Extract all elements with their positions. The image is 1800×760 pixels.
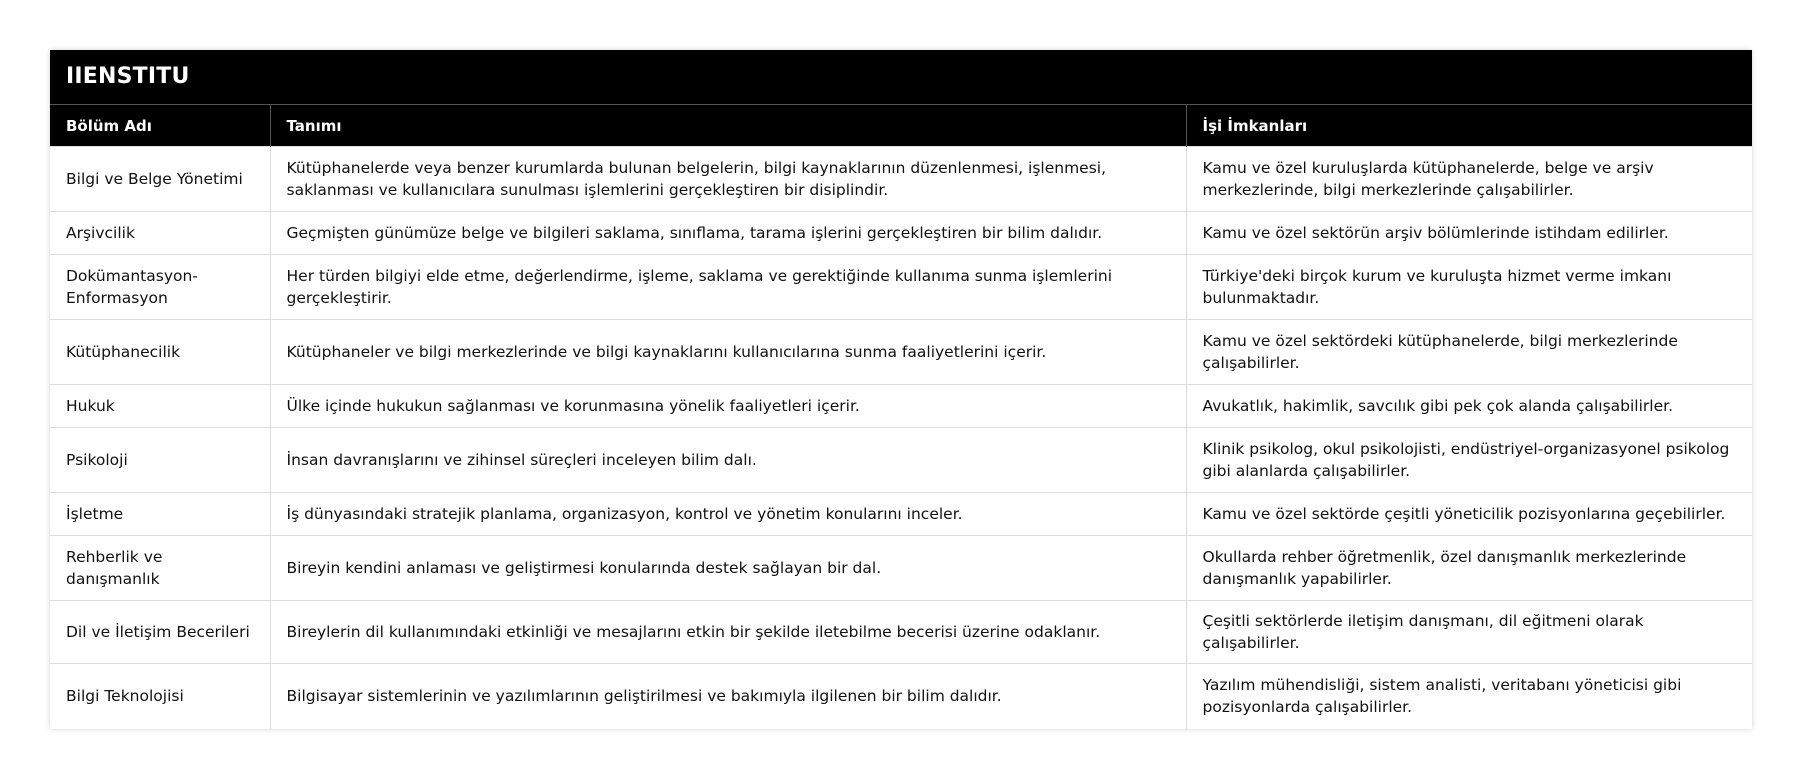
department-name: Dokümantasyon-Enformasyon <box>50 255 270 320</box>
department-name: İşletme <box>50 493 270 536</box>
department-description: Kütüphaneler ve bilgi merkezlerinde ve bilgi kaynaklarını kullanıcılarına sunma faaliyetlerini içerir. <box>270 320 1186 385</box>
departments-table <box>50 104 1752 729</box>
department-jobs: Kamu ve özel kuruluşlarda kütüphanelerde, belge ve arşiv merkezlerinde, bilgi merkezlerinde çalışabilirler. <box>1186 147 1752 212</box>
table-row <box>50 536 1752 601</box>
table-row <box>50 428 1752 493</box>
department-jobs: Yazılım mühendisliği, sistem analisti, veritabanı yöneticisi gibi pozisyonlarda çalışabilirler. <box>1186 664 1752 729</box>
table-row <box>50 212 1752 255</box>
department-name: Rehberlik ve danışmanlık <box>50 536 270 601</box>
table-row <box>50 664 1752 729</box>
department-name: Kütüphanecilik <box>50 320 270 385</box>
table-row <box>50 147 1752 212</box>
column-header-description: Tanımı <box>270 105 1186 147</box>
department-name: Hukuk <box>50 385 270 428</box>
table-row <box>50 493 1752 536</box>
department-name: Bilgi Teknolojisi <box>50 664 270 729</box>
department-description: Ülke içinde hukukun sağlanması ve korunmasına yönelik faaliyetleri içerir. <box>270 385 1186 428</box>
department-description: Bireyin kendini anlaması ve geliştirmesi konularında destek sağlayan bir dal. <box>270 536 1186 601</box>
department-description: Bilgisayar sistemlerinin ve yazılımlarının geliştirilmesi ve bakımıyla ilgilenen bir bilim dalıdır. <box>270 664 1186 729</box>
department-jobs: Okullarda rehber öğretmenlik, özel danışmanlık merkezlerinde danışmanlık yapabilirler. <box>1186 536 1752 601</box>
department-description: Kütüphanelerde veya benzer kurumlarda bulunan belgelerin, bilgi kaynaklarının düzenlenmesi, işlenmesi, saklanması ve kullanıcılara sunulması işlemlerini gerçekleştiren bir disiplindir. <box>270 147 1186 212</box>
department-name: Bilgi ve Belge Yönetimi <box>50 147 270 212</box>
department-name: Psikoloji <box>50 428 270 493</box>
department-jobs: Çeşitli sektörlerde iletişim danışmanı, dil eğitmeni olarak çalışabilirler. <box>1186 601 1752 664</box>
department-name: Arşivcilik <box>50 212 270 255</box>
header-row <box>50 105 1752 147</box>
department-description: İş dünyasındaki stratejik planlama, organizasyon, kontrol ve yönetim konularını inceler. <box>270 493 1186 536</box>
table-row <box>50 385 1752 428</box>
table-row <box>50 320 1752 385</box>
table-row <box>50 601 1752 664</box>
department-description: Geçmişten günümüze belge ve bilgileri saklama, sınıflama, tarama işlerini gerçekleştiren bir bilim dalıdır. <box>270 212 1186 255</box>
column-header-name: Bölüm Adı <box>50 105 270 147</box>
content-card <box>50 50 1752 729</box>
department-description: Her türden bilgiyi elde etme, değerlendirme, işleme, saklama ve gerektiğinde kullanıma sunma işlemlerini gerçekleştirir. <box>270 255 1186 320</box>
department-jobs: Klinik psikolog, okul psikolojisti, endüstriyel-organizasyonel psikolog gibi alanlarda çalışabilirler. <box>1186 428 1752 493</box>
department-description: Bireylerin dil kullanımındaki etkinliği ve mesajlarını etkin bir şekilde iletebilme becerisi üzerine odaklanır. <box>270 601 1186 664</box>
table-row <box>50 255 1752 320</box>
department-jobs: Kamu ve özel sektördeki kütüphanelerde, bilgi merkezlerinde çalışabilirler. <box>1186 320 1752 385</box>
department-jobs: Kamu ve özel sektörün arşiv bölümlerinde istihdam edilirler. <box>1186 212 1752 255</box>
column-header-jobs: İşi İmkanları <box>1186 105 1752 147</box>
table-title: IIENSTITU <box>50 50 1752 104</box>
department-jobs: Avukatlık, hakimlik, savcılık gibi pek çok alanda çalışabilirler. <box>1186 385 1752 428</box>
department-jobs: Türkiye'deki birçok kurum ve kuruluşta hizmet verme imkanı bulunmaktadır. <box>1186 255 1752 320</box>
department-jobs: Kamu ve özel sektörde çeşitli yöneticilik pozisyonlarına geçebilirler. <box>1186 493 1752 536</box>
department-name: Dil ve İletişim Becerileri <box>50 601 270 664</box>
department-description: İnsan davranışlarını ve zihinsel süreçleri inceleyen bilim dalı. <box>270 428 1186 493</box>
